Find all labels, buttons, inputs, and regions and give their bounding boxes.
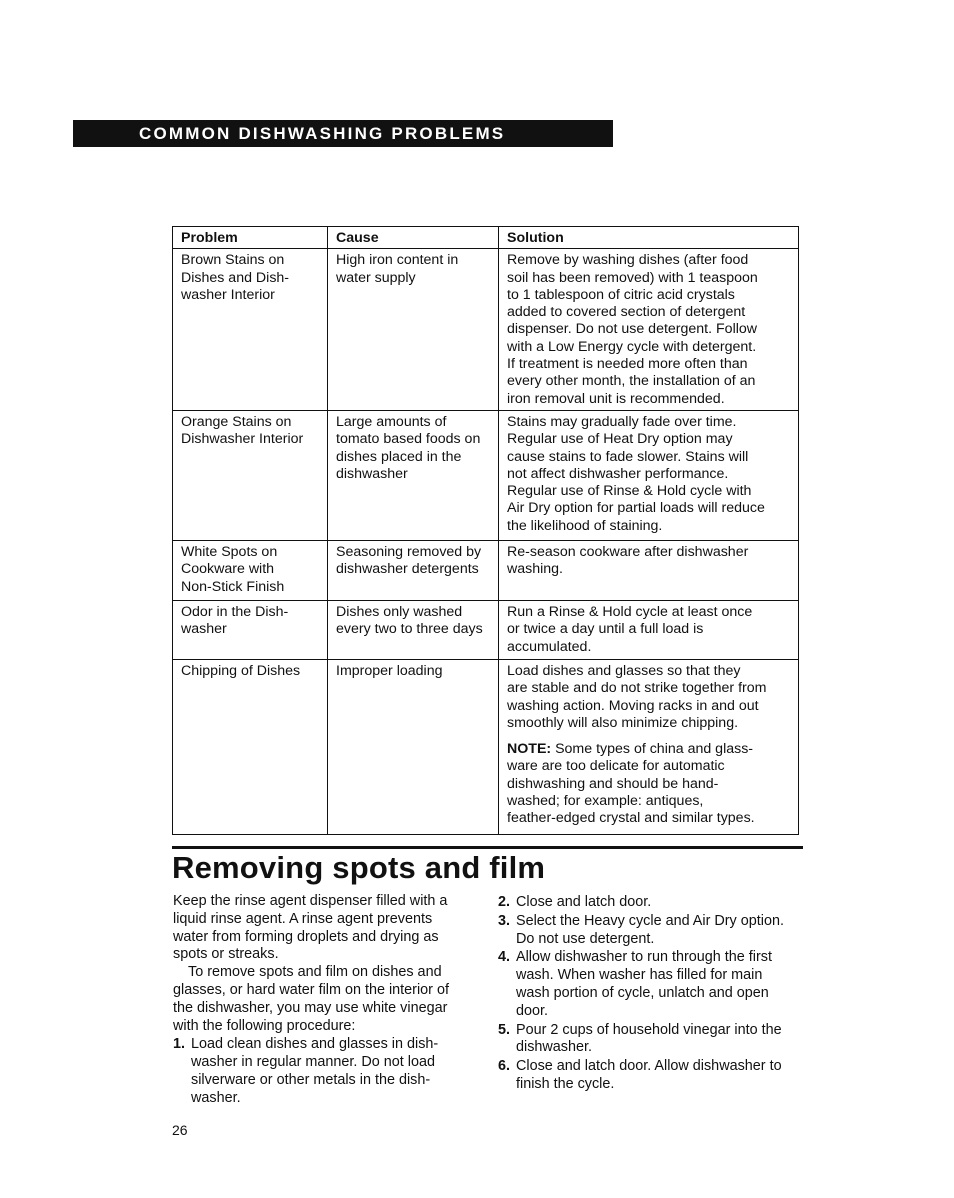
step-number: 4. <box>498 949 511 966</box>
note-label: NOTE: <box>507 741 552 758</box>
table-row <box>173 600 799 659</box>
left-column <box>173 893 473 1108</box>
table-header-row <box>173 227 799 249</box>
solution-cell: Stains may gradually fade over time. Regular use of Heat Dry option may cause stains to fade slower. Stains will not affect dishwasher performance. Regular use of Rinse & Hold cycle with Air Dry option for partial loads will reduce the likelihood of staining. <box>499 410 799 540</box>
step-number: 1. <box>173 1036 186 1053</box>
problem-cell: Chipping of Dishes <box>173 659 328 834</box>
column-header-cause: Cause <box>328 227 499 249</box>
table-row <box>173 410 799 540</box>
step-number: 2. <box>498 894 511 910</box>
steps-list-right <box>498 894 808 1094</box>
list-item <box>498 1022 808 1058</box>
list-item <box>498 1058 808 1094</box>
solution-cell <box>499 659 799 834</box>
cause-cell: Seasoning removed by dishwasher detergents <box>328 540 499 600</box>
problem-cell: White Spots on Cookware with Non-Stick Finish <box>173 540 328 600</box>
cause-cell: Dishes only washed every two to three days <box>328 600 499 659</box>
procedure-paragraph: To remove spots and film on dishes and glasses, or hard water film on the interior of the dishwasher, you may use white vinegar with the following procedure: <box>173 964 449 1034</box>
solution-cell: Re-season cookware after dishwasher washing. <box>499 540 799 600</box>
step-text: Close and latch door. Allow dishwasher to finish the cycle. <box>516 1058 782 1092</box>
list-item <box>173 1036 473 1107</box>
steps-list-left <box>173 1036 473 1107</box>
step-text: Select the Heavy cycle and Air Dry option. Do not use detergent. <box>516 912 784 947</box>
cause-cell: Improper loading <box>328 659 499 834</box>
step-text: Close and latch door. <box>516 894 652 910</box>
column-header-problem: Problem <box>173 227 328 249</box>
step-number: 3. <box>498 912 511 929</box>
solution-cell: Remove by washing dishes (after food soil has been removed) with 1 teaspoon to 1 tablespoon of citric acid crystals added to covered section of detergent dispenser. Do not use detergent. Follow with a Low Energy cycle with detergent. If treatment is needed more often than every other month, the installation of an iron removal unit is recommended. <box>499 249 799 411</box>
step-text: Allow dishwasher to run through the first wash. When washer has filled for main wash portion of cycle, unlatch and open door. <box>516 949 772 1019</box>
column-header-solution: Solution <box>499 227 799 249</box>
table-row <box>173 659 799 834</box>
problem-cell: Odor in the Dish- washer <box>173 600 328 659</box>
section-divider <box>172 846 803 849</box>
list-item <box>498 913 808 949</box>
step-number: 5. <box>498 1021 511 1038</box>
right-column <box>498 893 808 1094</box>
step-number: 6. <box>498 1058 511 1075</box>
section-banner: COMMON DISHWASHING PROBLEMS <box>73 120 613 147</box>
page-number: 26 <box>172 1122 188 1138</box>
note-text: Some types of china and glass- ware are too delicate for automatic dishwashing and should be hand- washed; for example: antiques, feather-edged crystal and similar types. <box>507 741 755 827</box>
table-row <box>173 249 799 411</box>
problem-cell: Brown Stains on Dishes and Dish- washer Interior <box>173 249 328 411</box>
step-text: Load clean dishes and glasses in dish- washer in regular manner. Do not load silverware or other metals in the dish- washer. <box>191 1036 439 1106</box>
troubleshooting-table <box>172 226 799 835</box>
problem-cell: Orange Stains on Dishwasher Interior <box>173 410 328 540</box>
table-row <box>173 540 799 600</box>
solution-text: Load dishes and glasses so that they are stable and do not strike together from washing action. Moving racks in and out smoothly will also minimize chipping. <box>507 662 767 731</box>
intro-paragraph: Keep the rinse agent dispenser filled with a liquid rinse agent. A rinse agent prevents water from forming droplets and drying as spots or streaks. <box>173 893 448 963</box>
solution-note <box>507 741 791 827</box>
list-item <box>498 894 808 912</box>
list-item <box>498 949 808 1020</box>
cause-cell: High iron content in water supply <box>328 249 499 411</box>
step-text: Pour 2 cups of household vinegar into the dishwasher. <box>516 1021 782 1056</box>
solution-cell: Run a Rinse & Hold cycle at least once or twice a day until a full load is accumulated. <box>499 600 799 659</box>
cause-cell: Large amounts of tomato based foods on dishes placed in the dishwasher <box>328 410 499 540</box>
section-heading: Removing spots and film <box>172 850 546 885</box>
